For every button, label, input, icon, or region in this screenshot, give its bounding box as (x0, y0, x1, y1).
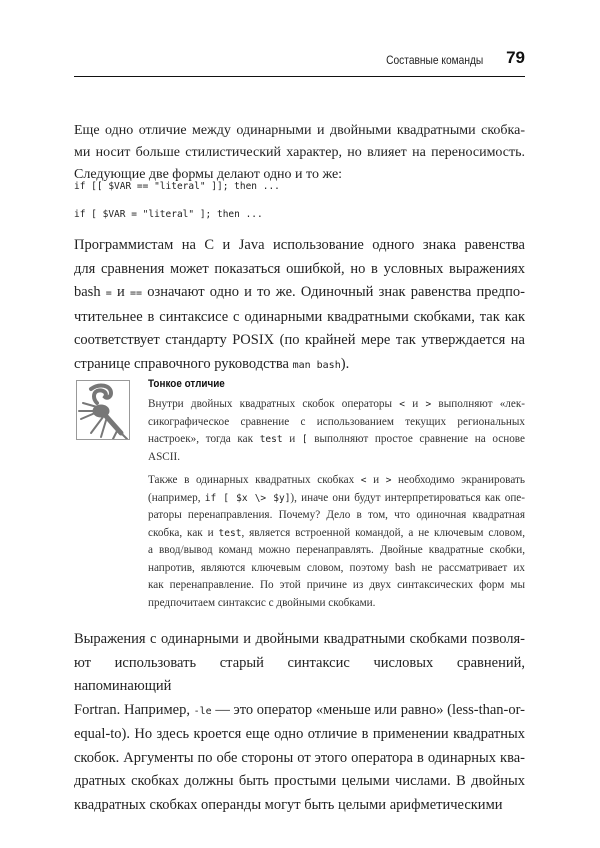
inline-code: > (385, 475, 392, 486)
text-line (148, 507, 525, 525)
paragraph-2 (74, 234, 525, 377)
text-span: Также в одинарных квадратных скобках (148, 474, 361, 486)
text-span: скобок. Аргументы по обе стороны от этого оператора в одинарных ква- (74, 749, 525, 766)
text-line (74, 628, 525, 652)
note-title: Тонкое отличие (148, 378, 225, 390)
text-line (74, 234, 525, 258)
running-header (74, 48, 525, 77)
inline-code: -le (193, 705, 212, 717)
text-line (74, 699, 525, 724)
inline-code: man bash (292, 359, 341, 371)
text-span: странице справочного руководства (74, 355, 293, 372)
text-span: ASCII. (148, 450, 181, 463)
code-line-single-brackets: if [ $VAR = "literal" ]; then ... (74, 209, 263, 220)
text-line (74, 142, 525, 164)
text-span: необходимо экранировать (391, 474, 525, 486)
text-line (74, 353, 525, 378)
inline-code: < (399, 399, 405, 410)
text-line (148, 560, 525, 578)
text-line (148, 542, 525, 560)
text-span: выполняют «лек- (431, 398, 525, 410)
text-span: (например, (148, 491, 205, 504)
text-span: ми носит больше стилистический характер, но влияет на переносимость. (74, 145, 525, 160)
text-line (148, 449, 525, 467)
text-line (74, 281, 525, 306)
text-line (148, 431, 525, 449)
text-line (74, 258, 525, 282)
text-span: , является встроенной командой, а не ключевым словом, (241, 526, 525, 539)
text-span: дратных скобках должны быть простыми целыми числами. В двойных (74, 773, 525, 789)
text-span: bash (74, 284, 106, 300)
text-line (74, 747, 525, 771)
text-span: и (111, 284, 130, 300)
text-span: сикографическое сравнение с использованием текущих региональных (148, 415, 525, 428)
inline-code: < (360, 475, 367, 486)
text-span: и (366, 474, 386, 486)
text-span: раторы перенаправления. Почему? Дело в том, что одиночная квадратная (148, 509, 525, 521)
inline-code: = (105, 288, 112, 299)
paragraph-1 (74, 120, 525, 186)
text-span: Программистам на C и Java использование одного знака равенства (74, 237, 525, 253)
inline-code: == (130, 288, 143, 299)
text-span: для сравнения может показаться ошибкой, но в условных выражениях (74, 260, 525, 277)
text-line (74, 120, 525, 142)
text-line (74, 329, 525, 353)
text-span: настроек», тогда как (148, 433, 260, 445)
text-span: и (282, 433, 302, 445)
text-span: Внутри двойных квадратных скобок операторы (148, 398, 400, 410)
text-line (74, 652, 525, 699)
text-span: Fortran. Например, (74, 701, 194, 718)
inline-code: if [ $x \> $y] (204, 492, 291, 504)
text-span: квадратных скобках операнды могут быть целыми арифметическими (74, 796, 503, 813)
text-span: соответствует стандарту POSIX (по крайней мере так утверждается на (74, 332, 525, 348)
text-span: чтительнее в синтаксисе с одинарными квадратными скобками, так как (74, 308, 525, 325)
text-span: Еще одно отличие между одинарными и двойными квадратными скобка- (74, 123, 525, 138)
text-line (74, 770, 525, 794)
text-span: скобка, как и (148, 526, 219, 539)
scorpion-icon (76, 380, 130, 440)
text-line (148, 414, 525, 432)
text-span: Следующие две формы делают одно и то же: (74, 167, 343, 182)
text-span: ). (340, 355, 350, 372)
inline-code: > (425, 399, 432, 410)
text-span: а ввод/вывод команд можно перенаправлять. Двойные квадратные скобки, (148, 544, 525, 556)
text-line (74, 794, 525, 818)
text-span: выполняют простое сравнение на основе (307, 433, 525, 445)
text-span: equal-to). Но здесь кроется еще одно отличие в применении квадратных (74, 726, 525, 742)
text-span: напротив, являются ключевым словом, поэтому bash не рассматривает их (148, 561, 525, 574)
paragraph-3 (74, 628, 525, 817)
text-span: как перенаправление. По этой причине из двух синтаксических форм мы (148, 579, 525, 591)
text-line (148, 490, 525, 508)
text-line (148, 472, 525, 490)
note-paragraph-2 (148, 472, 525, 612)
text-span: означают одно и то же. Одиночный знак равенства предпо- (142, 284, 525, 300)
text-line (74, 306, 525, 330)
text-span: Выражения с одинарными и двойными квадратными скобками позволя- (74, 631, 525, 647)
inline-code: test (259, 434, 283, 445)
text-line (148, 525, 525, 543)
text-span: и (405, 398, 426, 410)
text-span: ют использовать старый синтаксис числовых сравнений, напоминающий (74, 654, 525, 694)
page-number: 79 (506, 48, 525, 67)
text-line (148, 396, 525, 414)
text-line (148, 577, 525, 595)
text-line (148, 595, 525, 613)
inline-code: test (218, 527, 242, 539)
inline-code: [ (301, 434, 308, 445)
section-title: Составные команды (385, 53, 483, 67)
code-line-double-brackets: if [[ $VAR == "literal" ]]; then ... (74, 181, 280, 192)
text-span: предпочитаем синтаксис с двойными скобками. (148, 596, 376, 609)
text-span: — это оператор «меньше или равно» (less-than-or- (211, 701, 525, 718)
text-line (74, 723, 525, 747)
text-span: ), иначе они будут интерпретироваться как опе- (290, 491, 525, 504)
note-paragraph-1 (148, 396, 525, 466)
